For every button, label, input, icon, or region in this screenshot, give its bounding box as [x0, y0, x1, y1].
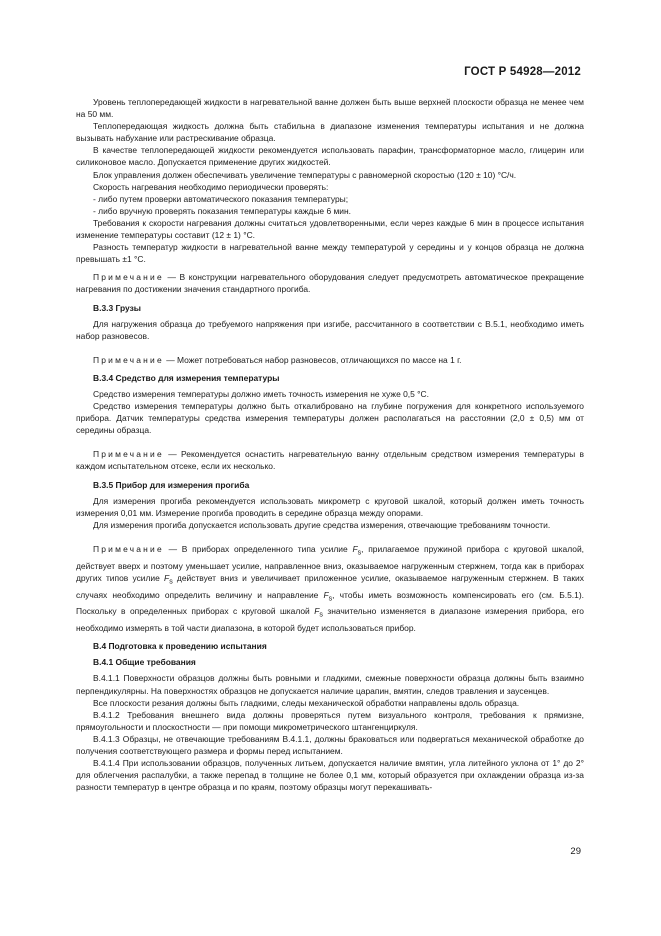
force-symbol: F	[352, 543, 358, 554]
note-text: — Может потребоваться набор разновесов, отличающихся по массе на 1 г.	[163, 354, 462, 365]
force-subscript: s	[357, 549, 362, 557]
note-label: Примечание	[93, 272, 164, 283]
paragraph: Требования к скорости нагревания должны считаться удовлетворенными, если через каждые 6 мин в процессе испытания изменение температуры составит (12 ± 1) °C.	[76, 217, 584, 241]
force-symbol: F	[164, 572, 170, 583]
note-text: действует вниз и увеличивает приложенное усилие, оказываемое нагруженным стержнем. В таких случаях необходимо определить величину и направление	[76, 572, 584, 600]
paragraph: Разность температур жидкости в нагревательной ванне между температурой у середины и у концов образца не должна превышать ±1 °C.	[76, 242, 584, 265]
list-item-text: - либо путем проверки автоматического показания температуры;	[93, 193, 349, 204]
paragraph: Для измерения прогиба допускается использовать другие средства измерения, отвечающие требованиям точности.	[93, 519, 551, 530]
paragraph: В.4.1.1 Поверхности образцов должны быть ровными и гладкими, смежные поверхности образца должны быть взаимно перпендикулярны. На поверхностях образцов не допускается наличие царапин, вмятин, следов травления и заусенцев.	[76, 673, 584, 696]
note-text: значительно изменяется в диапазоне измерения прибора, его необходимо измерять в той части диапазона, в которой будет использоваться прибор.	[76, 606, 584, 634]
page-body	[76, 96, 584, 793]
paragraph: Для измерения прогиба рекомендуется использовать микрометр с круговой шкалой, который должен иметь точность измерения 0,01 мм. Измерение прогиба проводить в середине образца между опорами.	[76, 495, 584, 518]
paragraph: Скорость нагревания необходимо периодически проверять:	[93, 181, 329, 192]
paragraph: Для нагружения образца до требуемого напряжения при изгибе, рассчитанного в соответствии с В.5.1, необходимо иметь набор разновесов.	[76, 318, 584, 341]
paragraph: В качестве теплопередающей жидкости рекомендуется использовать парафин, трансформаторное масло, глицерин или силиконовое масло. Допускается применение других жидкостей.	[76, 145, 584, 168]
note-text: , прилагаемое пружиной прибора с круговой шкалой, действует вверх и поэтому уменьшает усилие, направленное вниз, оказываемое нагруженным стержнем, тогда как в приборах других типов усилие	[76, 543, 585, 583]
note-paragraph	[76, 271, 584, 295]
paragraph: Блок управления должен обеспечивать увеличение температуры с равномерной скоростью (120 ± 10) °C/ч.	[93, 169, 517, 180]
paragraph: В.4.1.2 Требования внешнего вида должны проверяться путем визуального контроля, требования к прямизне, прямоугольности и плоскостности — при помощи микрометрического штангенциркуля.	[76, 709, 584, 732]
section-heading: В.3.5 Прибор для измерения прогиба	[93, 479, 250, 490]
list-item	[76, 205, 584, 217]
force-symbol: F	[323, 589, 329, 600]
section-heading: В.3.4 Средство для измерения температуры	[93, 372, 280, 383]
note-paragraph	[76, 354, 584, 366]
paragraph: В.4.1.4 При использовании образцов, полученных литьем, допускается наличие вмятин, угла литейного уклона от 1° до 2° для облегчения распалубки, а также перепад в толщине не более 0,1 мм, который образуется при охлаждении образца из-за разности температур в центре образца и по краям, поэтому образцы могут перекашивать-	[76, 758, 584, 793]
note-paragraph	[76, 448, 584, 472]
force-subscript: s	[319, 612, 323, 620]
note-text: , чтобы иметь возможность компенсировать его (см. Б.5.1). Поскольку в определенных приборах с круговой шкалой	[76, 589, 585, 617]
force-subscript: s	[328, 595, 333, 603]
subsection-heading: В.4.1 Общие требования	[93, 657, 196, 668]
note-text: — В приборах определенного типа усилие	[163, 543, 353, 554]
note-label: Примечание	[93, 543, 164, 554]
section-heading: В.3.3 Грузы	[93, 302, 141, 313]
list-item	[76, 193, 584, 205]
paragraph: В.4.1.3 Образцы, не отвечающие требованиям В.4.1.1, должны браковаться или подвергаться механической обработке до получения соответствующего размера и формы перед испытанием.	[76, 733, 584, 756]
paragraph: Средство измерения температуры должно быть откалибровано на глубине погружения для конкретного используемого прибора. Датчик температуры средства измерения температуры должен располагаться на расстоянии (2,0 ± 0,5) мм от середины образца.	[76, 401, 584, 436]
note-text: — Рекомендуется оснастить нагревательную ванну отдельным средством измерения температуры в каждом испытательном отсеке, если их несколько.	[76, 449, 584, 472]
paragraph: Средство измерения температуры должно иметь точность измерения не хуже 0,5 °C.	[93, 388, 429, 399]
page-number: 29	[570, 846, 581, 857]
note-label: Примечание	[93, 449, 164, 460]
note-text: — В конструкции нагревательного оборудования следует предусмотреть автоматическое прекращение нагревания по достижении значения стандартного прогиба.	[76, 272, 584, 295]
list-item-text: - либо вручную проверять показания температуры каждые 6 мин.	[93, 205, 351, 216]
note-label: Примечание	[93, 354, 164, 365]
paragraph: Все плоскости резания должны быть гладкими, следы механической обработки направлены вдоль образца.	[93, 697, 520, 708]
force-subscript: s	[169, 578, 173, 586]
note-paragraph	[76, 543, 584, 634]
paragraph: Теплопередающая жидкость должна быть стабильна в диапазоне изменения температуры испытания и не должна вызывать набухание или растрескивание образца.	[76, 121, 584, 144]
document-standard-number: ГОСТ Р 54928—2012	[464, 66, 581, 78]
paragraph: Уровень теплопередающей жидкости в нагревательной ванне должен быть выше верхней плоскости образца не менее чем на 50 мм.	[76, 97, 584, 120]
force-symbol: F	[314, 606, 320, 617]
section-heading: В.4 Подготовка к проведению испытания	[93, 641, 267, 652]
